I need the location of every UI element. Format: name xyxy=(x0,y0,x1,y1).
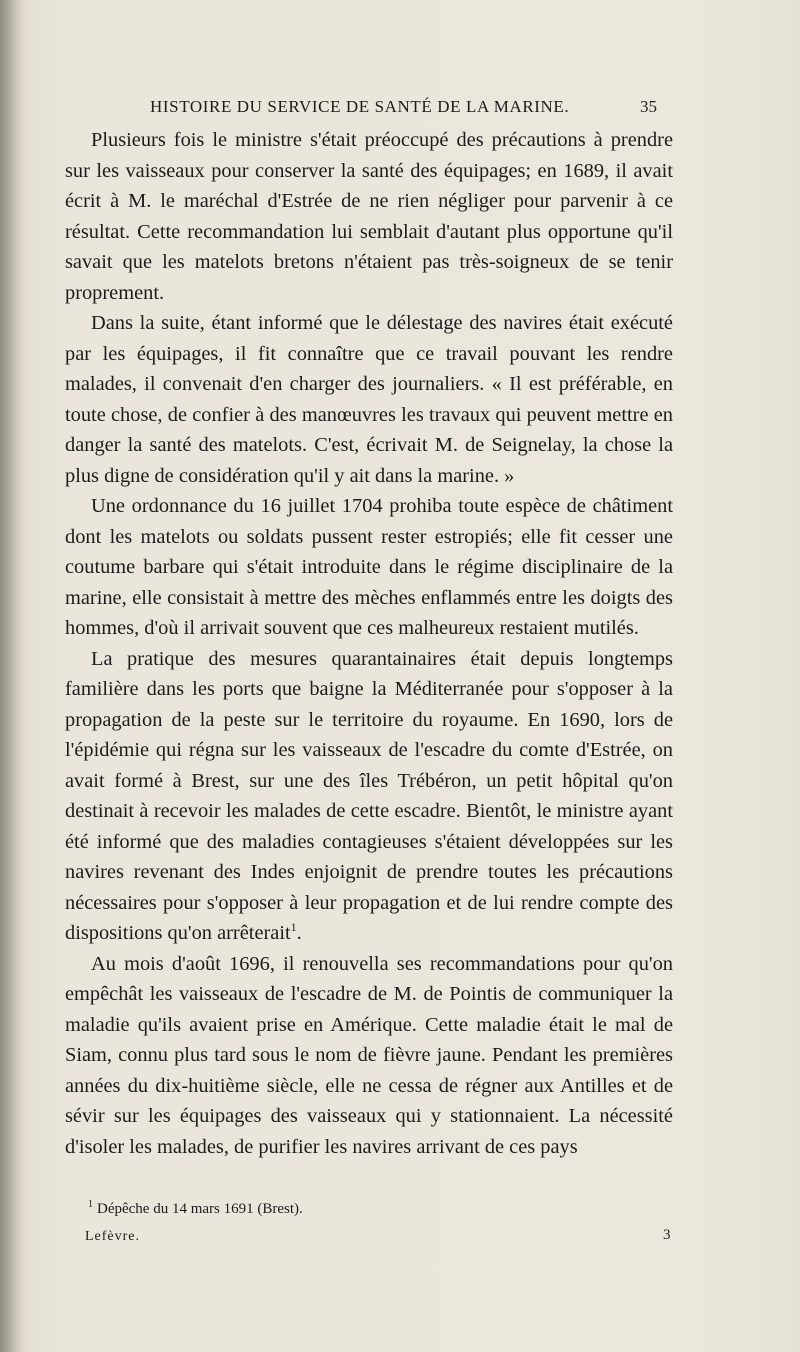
footnote xyxy=(88,1201,303,1218)
footnote-marker: 1 xyxy=(88,1199,93,1210)
printer-signature: Lefèvre. xyxy=(85,1229,141,1244)
paragraph-5: Au mois d'août 1696, il renouvella ses recommandations pour qu'on empêchât les vaisseaux de l'escadre de M. de Pointis de communiquer la maladie qu'ils avaient prise en Amérique. Cette maladie était le mal de Siam, connu plus tard sous le nom de fièvre jaune. Pendant les premières années du dix-huitième siècle, elle ne cessa de régner aux Antilles et de sévir sur les équipages des vaisseaux qui y stationnaient. La nécessité d'isoler les malades, de purifier les navires arrivant de ces pays xyxy=(65,952,673,1158)
footnote-text: Dépêche du 14 mars 1691 (Brest). xyxy=(97,1201,303,1217)
paragraph-4-end: . xyxy=(296,922,302,944)
footnote-reference: 1 xyxy=(290,920,297,935)
page-number: 35 xyxy=(640,97,657,116)
paragraph-3: Une ordonnance du 16 juillet 1704 prohiba toute espèce de châtiment dont les matelots ou soldats pussent rester estropiés; elle fit cesser une coutume barbare qui s'était introduite dans le régime disciplinaire de la marine, elle consistait à mettre des mèches enflammés entre les doigts des hommes, d'où il arrivait souvent que ces malheureux restaient mutilés. xyxy=(65,495,673,639)
signature-number: 3 xyxy=(663,1227,671,1243)
paragraph-4-text: La pratique des mesures quarantainaires était depuis longtemps familière dans les ports que baigne la Méditerranée pour s'opposer à la propagation de la peste sur le territoire du royaume. En 1690, lors de l'épidémie qui régna sur les vaisseaux de l'escadre du comte d'Estrée, on avait formé à Brest, sur une des îles Trébéron, un petit hôpital qu'on destinait à recevoir les malades de cette escadre. Bientôt, le ministre ayant été informé que des maladies contagieuses s'étaient développées sur les navires revenant des Indes enjoignit de prendre toutes les précautions nécessaires pour s'opposer à leur propagation et de lui rendre compte des dispositions qu'on arrêterait xyxy=(65,647,673,944)
running-title: HISTOIRE DU SERVICE DE SANTÉ DE LA MARINE. xyxy=(150,97,570,116)
page-gutter-shadow xyxy=(0,0,22,1352)
paragraph-2: Dans la suite, étant informé que le délestage des navires était exécuté par les équipages, il fit connaître que ce travail pouvant les rendre malades, il convenait d'en charger des journaliers. « Il est préférable, en toute chose, de confier à des manœuvres les travaux qui peuvent mettre en danger la santé des matelots. C'est, écrivait M. de Seignelay, la chose la plus digne de considération qu'il y ait dans la marine. » xyxy=(65,312,673,487)
paragraph-4 xyxy=(65,644,673,949)
paragraph-1: Plusieurs fois le ministre s'était préoccupé des précautions à prendre sur les vaisseaux pour conserver la santé des équipages; en 1689, il avait écrit à M. le maréchal d'Estrée de ne rien négliger pour parvenir à ce résultat. Cette recommandation lui semblait d'autant plus opportune qu'il savait que les matelots bretons n'étaient pas très-soigneux de se tenir proprement. xyxy=(65,129,673,304)
running-head xyxy=(150,97,650,117)
body-text xyxy=(65,125,673,1162)
